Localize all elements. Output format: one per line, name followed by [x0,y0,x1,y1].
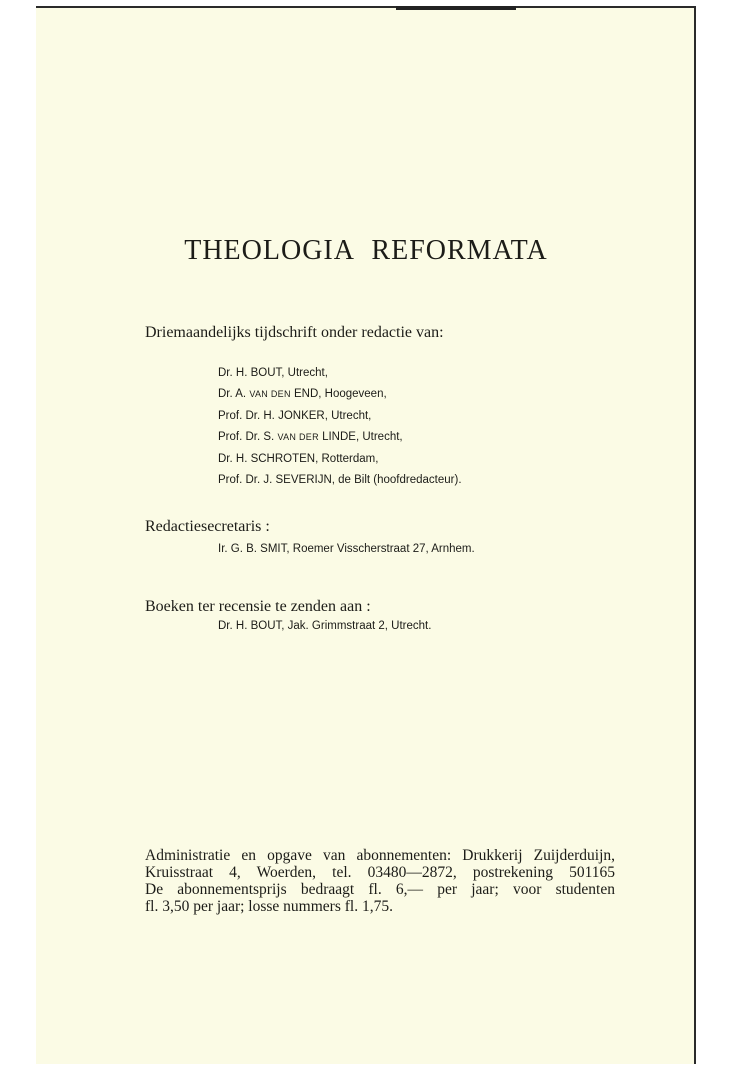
editor-line: Prof. Dr. J. SEVERIJN, de Bilt (hoofdredacteur). [218,474,462,487]
secretary-entry: Ir. G. B. SMIT, Roemer Visscherstraat 27, Arnhem. [218,543,475,555]
editor-line: Prof. Dr. S. VAN DER LINDE, Utrecht, [218,431,403,444]
reviews-heading: Boeken ter recensie te zenden aan : [145,598,371,615]
administration-line: Administratie en opgave van abonnementen: Drukkerij Zuijderduijn, [145,847,615,864]
administration-line: fl. 3,50 per jaar; losse nummers fl. 1,75. [145,898,393,915]
editor-line: Dr. H. BOUT, Utrecht, [218,367,328,379]
administration-line: De abonnementsprijs bedraagt fl. 6,— per jaar; voor studenten [145,881,615,898]
editorial-heading: Driemaandelijks tijdschrift onder redactie van: [145,324,444,341]
editor-line: Prof. Dr. H. JONKER, Utrecht, [218,409,372,422]
editors-list [218,363,462,491]
administration-block [145,847,615,915]
reviews-entry: Dr. H. BOUT, Jak. Grimmstraat 2, Utrecht. [218,620,432,632]
editor-line: Dr. A. VAN DEN END, Hoogeveen, [218,388,387,401]
secretary-heading: Redactiesecretaris : [145,518,270,535]
journal-title: THEOLOGIA REFORMATA [184,235,548,266]
editor-line: Dr. H. SCHROTEN, Rotterdam, [218,452,379,465]
administration-line: Kruisstraat 4, Woerden, tel. 03480—2872, postrekening 501165 [145,864,615,881]
document-page [36,6,696,1064]
